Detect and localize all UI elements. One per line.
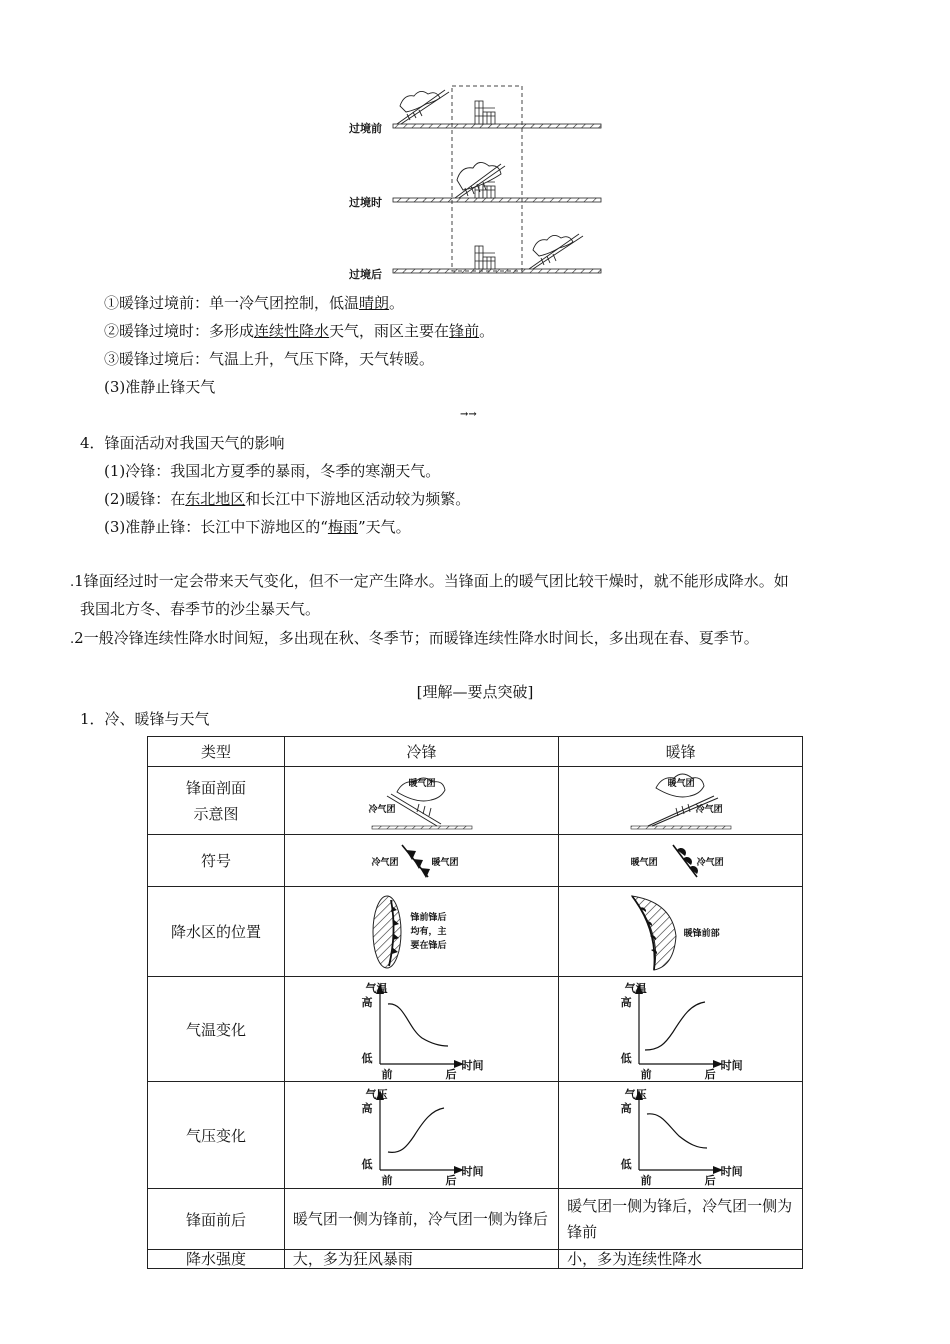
warm-pressure-after: 后	[704, 1174, 716, 1187]
cold-temp-before: 前	[381, 1068, 393, 1081]
cold-precip-cell	[284, 887, 558, 977]
cold-pressure-xlabel: 时间	[461, 1165, 484, 1178]
header-cold: 冷锋	[284, 737, 558, 767]
cold-pressure-low: 低	[361, 1158, 373, 1171]
cold-precip-note-2: 均有，主	[410, 926, 447, 937]
table-row-precip	[148, 887, 803, 977]
temp-label: 气温变化	[148, 977, 285, 1082]
row-label-before: 过境前	[349, 122, 382, 135]
profile-label: 锋面剖面 示意图	[148, 767, 285, 835]
warm-precip-cell	[559, 887, 803, 977]
building-3	[475, 246, 495, 269]
cold-pressure-before: 前	[381, 1174, 393, 1187]
warm-front-point-3: ③暖锋过境后：气温上升，气压下降，天气转暖。	[104, 350, 435, 368]
cold-warm-front-table	[147, 736, 803, 1269]
note-2: .2一般冷锋连续性降水时间短，多出现在秋、冬季节；而暖锋连续性降水时间长，多出现在春、夏季节。	[70, 629, 759, 647]
warm-symbol-right-label: 冷气团	[696, 857, 724, 868]
warm-pressure-chart	[611, 1086, 751, 1187]
cold-profile-cold-label: 冷气团	[368, 804, 396, 815]
warm-pressure-low: 低	[620, 1158, 632, 1171]
cold-pressure-chart	[352, 1086, 492, 1187]
warm-front-point-1: ①暖锋过境前：单一冷气团控制，低温晴朗。	[104, 294, 405, 312]
cold-profile-figure	[367, 772, 477, 830]
cold-profile-cell	[284, 767, 558, 835]
cold-temp-low: 低	[361, 1052, 373, 1065]
row-label-after: 过境后	[349, 268, 382, 281]
warm-pressure-before: 前	[640, 1174, 652, 1187]
cold-pressure-high: 高	[361, 1102, 373, 1115]
section4-title: 4．锋面活动对我国天气的影响	[80, 434, 285, 452]
warm-front-point-2: ②暖锋过境时：多形成连续性降水天气，雨区主要在锋前。	[104, 322, 495, 340]
side-label: 锋面前后	[148, 1189, 285, 1250]
cold-pressure-cell	[284, 1082, 558, 1189]
cold-temp-xlabel: 时间	[461, 1059, 484, 1072]
cold-temp-ylabel: 气温	[365, 982, 388, 995]
cold-pressure-ylabel: 气压	[365, 1088, 388, 1101]
table-row-side	[148, 1189, 803, 1250]
warm-temp-cell	[559, 977, 803, 1082]
note-1-line1: .1锋面经过时一定会带来天气变化，但不一定产生降水。当锋面上的暖气团比较干燥时，就不能形成降水。如	[70, 572, 789, 590]
warm-profile-cold-label: 冷气团	[695, 804, 723, 815]
warm-precip-note: 暖锋前部	[683, 928, 720, 939]
warm-profile-cell	[559, 767, 803, 835]
cold-symbol-left-label: 冷气团	[371, 857, 399, 868]
cold-front-symbol	[372, 841, 472, 881]
building-1	[475, 101, 495, 124]
header-type: 类型	[148, 737, 285, 767]
row-label-during: 过境时	[349, 196, 382, 209]
ground-line-3	[393, 269, 601, 273]
warm-front-passage-diagram	[345, 84, 605, 284]
cold-temp-after: 后	[445, 1068, 457, 1081]
table-row-symbol	[148, 835, 803, 887]
note-1-line2: 我国北方冬、春季节的沙尘暴天气。	[80, 600, 321, 618]
warm-profile-figure	[626, 772, 736, 830]
cold-symbol-cell	[284, 835, 558, 887]
warm-symbol-left-label: 暖气团	[630, 857, 658, 868]
warm-temp-after: 后	[704, 1068, 716, 1081]
cold-temp-chart	[352, 980, 492, 1081]
table-header-row	[148, 737, 803, 767]
warm-temp-low: 低	[620, 1052, 632, 1065]
cold-side-cell: 暖气团一侧为锋前，冷气团一侧为锋后	[284, 1189, 558, 1250]
ground-line-1	[393, 124, 601, 128]
table-row-intensity	[148, 1250, 803, 1269]
precip-label: 降水区的位置	[148, 887, 285, 977]
warm-temp-before: 前	[640, 1068, 652, 1081]
cold-temp-cell	[284, 977, 558, 1082]
section4-item3: (3)准静止锋：长江中下游地区的“梅雨”天气。	[104, 518, 411, 536]
cold-precip-note-1: 锋前锋后	[410, 912, 447, 923]
cold-pressure-after: 后	[445, 1174, 457, 1187]
warm-temp-high: 高	[620, 996, 632, 1009]
warm-side-cell: 暖气团一侧为锋后，冷气团一侧为锋前	[559, 1189, 803, 1250]
cold-precip-note-3: 要在锋后	[410, 940, 447, 951]
warm-precip-figure	[626, 892, 736, 972]
symbol-label: 符号	[148, 835, 285, 887]
warm-temp-ylabel: 气温	[624, 982, 647, 995]
warm-pressure-xlabel: 时间	[720, 1165, 743, 1178]
table-row-profile	[148, 767, 803, 835]
intensity-label: 降水强度	[148, 1250, 285, 1269]
warm-temp-chart	[611, 980, 751, 1081]
table-title: 1．冷、暖锋与天气	[80, 710, 210, 728]
warm-front-passage-svg	[345, 84, 605, 284]
warm-pressure-ylabel: 气压	[624, 1088, 647, 1101]
quasi-front-heading: (3)准静止锋天气	[104, 378, 216, 396]
section4-item1: (1)冷锋：我国北方夏季的暴雨，冬季的寒潮天气。	[104, 462, 441, 480]
cold-precip-figure	[367, 892, 477, 972]
section-center-heading: [理解—要点突破]	[416, 683, 534, 701]
table-row-pressure	[148, 1082, 803, 1189]
warm-profile-warm-label: 暖气团	[667, 778, 695, 789]
section4-item2: (2)暖锋：在东北地区和长江中下游地区活动较为频繁。	[104, 490, 471, 508]
warm-intensity-cell: 小，多为连续性降水	[559, 1250, 803, 1269]
cold-symbol-right-label: 暖气团	[431, 857, 459, 868]
front-cloud-1	[397, 90, 449, 124]
cold-intensity-cell: 大，多为狂风暴雨	[284, 1250, 558, 1269]
cold-temp-high: 高	[361, 996, 373, 1009]
warm-pressure-cell	[559, 1082, 803, 1189]
warm-symbol-cell	[559, 835, 803, 887]
pressure-label: 气压变化	[148, 1082, 285, 1189]
ground-line-2	[393, 198, 601, 202]
warm-front-symbol	[631, 841, 731, 881]
cold-profile-warm-label: 暖气团	[408, 778, 436, 789]
front-cloud-3	[529, 234, 583, 269]
warm-pressure-high: 高	[620, 1102, 632, 1115]
header-warm: 暖锋	[559, 737, 803, 767]
warm-temp-xlabel: 时间	[720, 1059, 743, 1072]
arrow-marks: →→	[460, 409, 477, 420]
table-row-temp	[148, 977, 803, 1082]
